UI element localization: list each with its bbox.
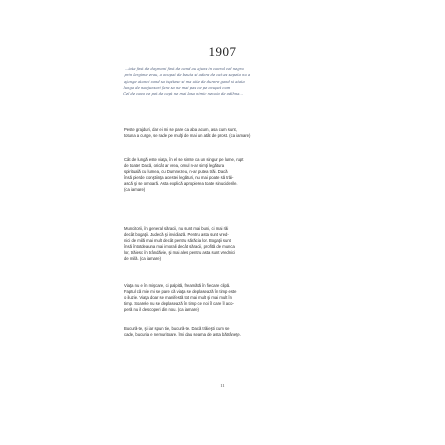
manuscript-line: Cel de ceea ce pot de capt ne mai lasa nimic nevoia de odihna... bbox=[122, 92, 244, 97]
manuscript-line: ...iata fost de daymani fost de cand au ajuns in cearul cel negru bbox=[124, 67, 244, 71]
text-line: însă pierde conştiinţa acestei legături, nu mai poate să trăi- bbox=[124, 174, 234, 180]
text-line: decât bogaţii. Judecă şi invidiază. Pentru asta sunt vred- bbox=[124, 231, 229, 237]
text-line: cade, bucuria e nemuritoare. Îmi dau seama de asta bătrâneţe. bbox=[124, 331, 241, 337]
text-line: totuna a curge, se rade pe mulţi de mai un atât de prost. (ca iamare) bbox=[124, 132, 251, 138]
text-line: de milă. (ca iamare) bbox=[124, 255, 162, 261]
text-line: (ca iamare) bbox=[124, 186, 146, 192]
paragraph-3 bbox=[124, 226, 321, 261]
text-line: Peste grajduri, dar ei mi se pare ca aba acum, asa cum sunt, bbox=[124, 127, 237, 132]
text-line: de toate! Dacă, oricât ar vrea, omul n-ar simţi legătura bbox=[124, 162, 225, 168]
text-line: peră nu il descoperi din nou. (ca iamare) bbox=[124, 306, 199, 312]
paragraph-5 bbox=[124, 326, 321, 338]
text-line: spirituală cu lumea, cu Dumnezeu, n-ar putea trăi. Dacă bbox=[124, 168, 228, 174]
manuscript-line: prin largime erau, a ocupat de beuta si adora de cat-as sapeta nu a bbox=[124, 73, 251, 78]
text-line: Faptul că mie mi se pare că viaţa se deplasează în timp este bbox=[124, 288, 237, 294]
manuscript-line: lunga de neajunsuri fara sa ne mai pas ce pe ocupat cum bbox=[123, 85, 231, 90]
page-number: 11 bbox=[220, 383, 225, 388]
text-line: o iluzie. Viaţa doar se manifestă tot mai mult şi mai mult în bbox=[124, 294, 232, 300]
paragraph-1 bbox=[124, 127, 321, 139]
paragraph-2 bbox=[124, 157, 321, 192]
handwritten-manuscript bbox=[123, 66, 322, 97]
text-line: Cât de lungă este viaţa, în el se simte ca un singur pe lume, rupt bbox=[124, 157, 244, 162]
manuscript-line: ajunge atunci cand sa ispitesc si ma uite de durere gand si atata bbox=[123, 79, 245, 84]
paragraph-4 bbox=[124, 283, 321, 313]
text-line: timp. Soarele nu se deplasează în timp ce noi îl care îl aco- bbox=[124, 300, 234, 306]
text-line: Muncitorii, în general săracii, nu sunt mai buni, ci mai răi bbox=[124, 226, 229, 231]
page-heading-year: 1907 bbox=[208, 44, 237, 59]
text-line: nici de milă mai mult decât pentru sărăcia lor. Bogaţii sunt bbox=[124, 237, 231, 243]
text-line: însă întotdeauna mai imorali decât săracii, profită de munca bbox=[124, 243, 235, 249]
text-line: ască şi se omoară. Asta explică apropierea toate sinuciderile. bbox=[124, 180, 238, 186]
text-line: Viaţa nu e în mişcare, ci palpită, freamătă în fiecare clipă. bbox=[124, 283, 231, 288]
text-line: lor, trăiesc în trândăvie, şi mai ales pentru asta sunt vrednici bbox=[124, 249, 236, 255]
text-line: Bucură-te, şi iar spun tie, bucură-te. Dacă trăieşti cum se bbox=[124, 326, 230, 331]
